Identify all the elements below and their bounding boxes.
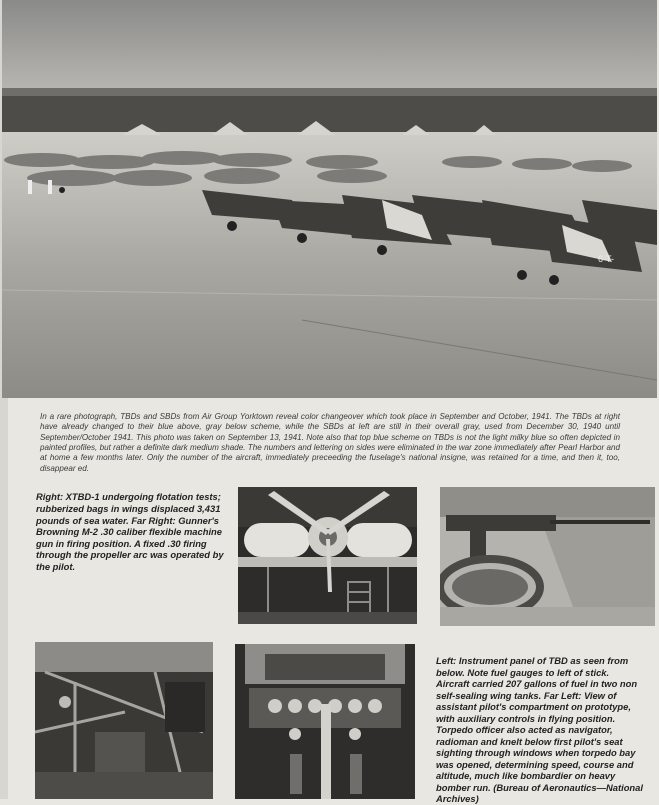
main-airfield-photo <box>2 0 657 398</box>
main-photo-caption: In a rare photograph, TBDs and SBDs from Air Group Yorktown reveal color changeover which took place in September and October, 1941. The TBDs at right have already changed to their blue above, gray below scheme, while the SBDs at left are still in their overall gray, used from December 30, 1940 until September/October 1941. This photo was taken on September 13, 1941. Note also that top blue scheme on TBDs is not the light milky blue so often depicted in painted profiles, but rather a definite dark medium shade. The numbers and lettering on sides were eliminated in the war zone immediately after Pearl Harbor and at home a few months later. Only the number of the aircraft, immediately preceeding the fuselage's national insigne, was retained for a time, and then it, too, disappear ed. <box>40 412 620 473</box>
gunner-browning-photo <box>440 487 655 626</box>
assistant-pilot-compartment-photo <box>35 642 213 799</box>
instrument-panel-photo <box>235 644 415 799</box>
aircraft-code-label: 6-T- <box>598 254 615 264</box>
right-photos-caption: Right: XTBD-1 undergoing flotation tests; rubberized bags in wings displaced 3,431 pounds of sea water. Far Right: Gunner's Browning M-2 .30 caliber flexible machine gun in firing position. A fixed .30 firing through the propeller arc was operated by the pilot. <box>36 491 224 572</box>
left-photos-caption: Left: Instrument panel of TBD as seen from below. Note fuel gauges to left of stick. Aircraft carried 207 gallons of fuel in two non self-sealing wing tanks. Far Left: View of assistant pilot's compartment on prototype, with auxiliary controls in flying position. Torpedo officer also acted as navigator, radioman and knelt below first pilot's seat sighting through windows when torpedo bay was opened, determining speed, course and altitude, much like bombardier on heavy bomber run. (Bureau of Aeronautics—National Archives) <box>436 655 643 805</box>
xtbd-flotation-photo <box>238 487 417 624</box>
